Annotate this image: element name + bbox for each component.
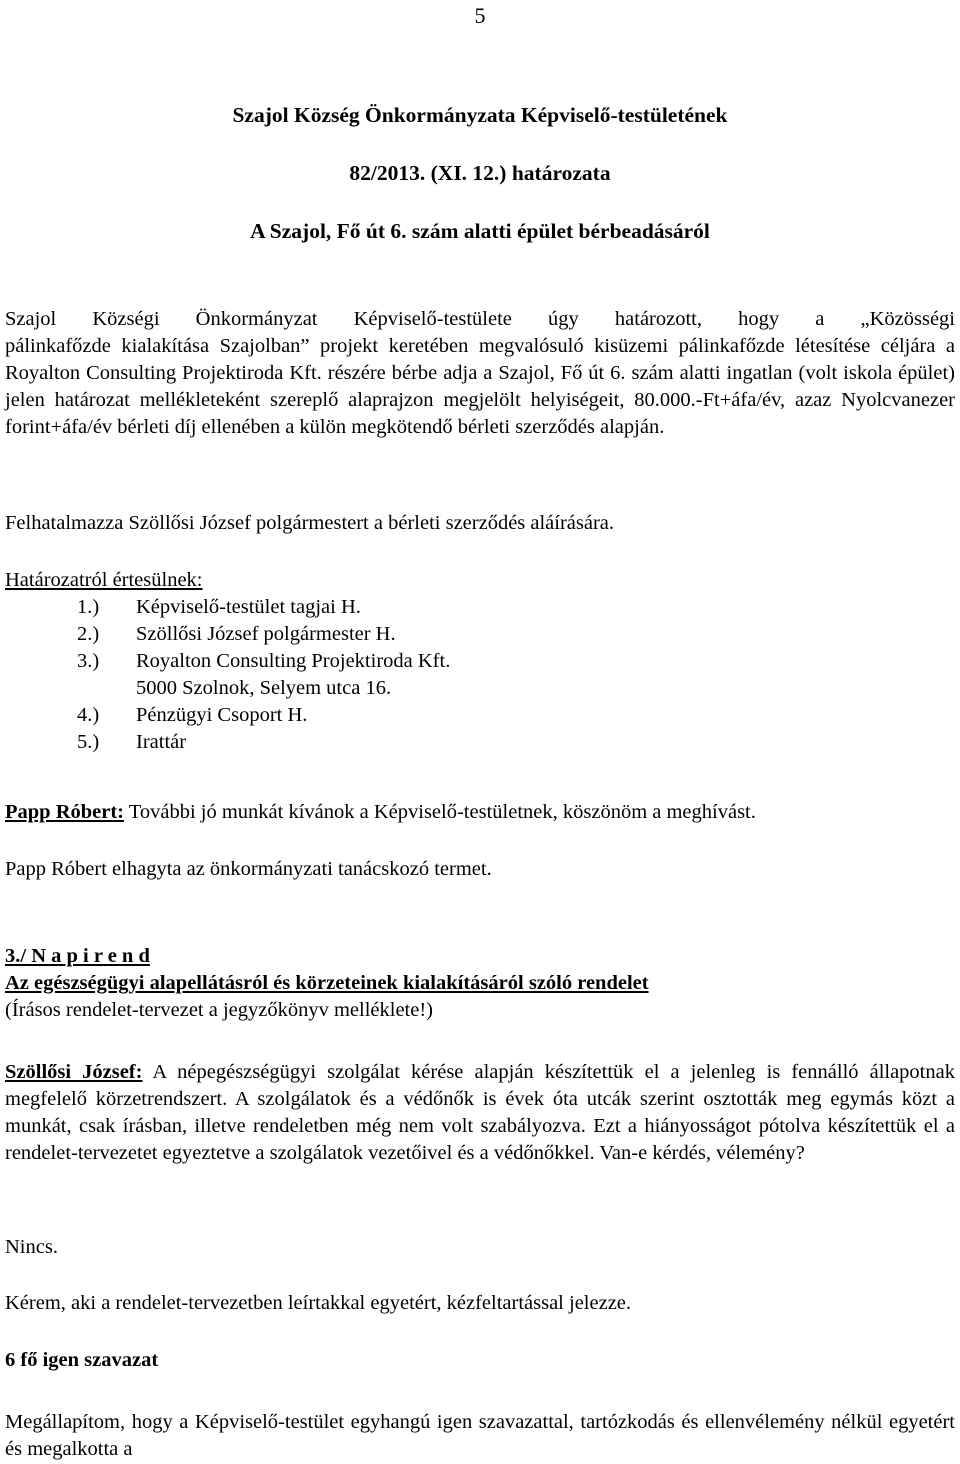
- nincs-text: Nincs.: [5, 1236, 58, 1258]
- speaker-name: Szöllősi József:: [5, 1061, 143, 1083]
- agenda-note: (Írásos rendelet-tervezet a jegyzőkönyv melléklete!): [5, 999, 434, 1021]
- vote-request-text: Kérem, aki a rendelet-tervezetben leírtakkal egyetért, kézfeltartással jelezze.: [5, 1292, 632, 1314]
- list-item: 4.) Pénzügyi Csoport H.: [77, 704, 308, 726]
- page-number: 5: [474, 3, 486, 28]
- agenda-label: 3./ N a p i r e n d: [5, 945, 150, 967]
- notified-list: [77, 594, 450, 756]
- heading-resolution-number: 82/2013. (XI. 12.) határozata: [349, 161, 611, 185]
- resolution-para-rest: pálinkafőzde kialakítása Szajolban” projekt keretében megvalósuló kisüzemi pálinkafőzde létesítése céljára a Royalton Consulting Projektiroda Kft. részére bérbe adja a Szajol, Fő út 6. szám alatti ingatlan (volt iskola épület) jelen határozat mellékleteként szereplő alaprajzon megjelölt helyiségeit, 80.000.-Ft+áfa/év, azaz Nyolcvanezer forint+áfa/év bérleti díj ellenében a külön megkötendő bérleti szerződés alapján.: [5, 335, 955, 438]
- list-item: 3.) Royalton Consulting Projektiroda Kft.: [77, 650, 451, 672]
- heading-subject: A Szajol, Fő út 6. szám alatti épület bérbeadásáról: [250, 219, 710, 243]
- list-item: 1.) Képviselő-testület tagjai H.: [77, 596, 361, 618]
- list-item: 5000 Szolnok, Selyem utca 16.: [136, 677, 392, 699]
- papp-left-note: Papp Róbert elhagyta az önkormányzati tanácskozó termet.: [5, 858, 492, 880]
- notified-label: Határozatról értesülnek:: [5, 569, 203, 591]
- list-item: 5.) Irattár: [77, 731, 187, 753]
- szollosi-speech: Szöllősi József: A népegészségügyi szolgálat kérése alapján készítettük el a jelenleg is fennálló állapotnak megfelelő körzetrendszert. A szolgálatok és a védőnők is évek óta utcák szerint osztották meg egymás közt a munkát, csak írásban, illetve rendeletben még nem volt szabályozva. Ezt a hiányosságot pótolva készítettük el a rendelet-tervezetet egyeztetve a szolgálatok vezetőivel és a védőnőkkel. Van-e kérdés, vélemény?: [5, 1061, 955, 1164]
- final-statement: Megállapítom, hogy a Képviselő-testület egyhangú igen szavazattal, tartózkodás és ellenvélemény nélkül egyetért és megalkotta a: [5, 1411, 955, 1460]
- resolution-para-line1: Szajol Községi Önkormányzat Képviselő-testülete úgy határozott, hogy a „Közösségi: [5, 308, 955, 330]
- authorization-text: Felhatalmazza Szöllősi József polgármestert a bérleti szerződés aláírására.: [5, 512, 615, 534]
- list-item: 2.) Szöllősi József polgármester H.: [77, 623, 396, 645]
- agenda-title: Az egészségügyi alapellátásról és körzeteinek kialakításáról szóló rendelet: [5, 972, 649, 994]
- speaker-name: Papp Róbert:: [5, 801, 125, 823]
- vote-result: 6 fő igen szavazat: [5, 1349, 159, 1371]
- heading-body: Szajol Község Önkormányzata Képviselő-testületének: [232, 103, 728, 127]
- papp-speech: Papp Róbert: További jó munkát kívánok a Képviselő-testületnek, köszönöm a meghívást.: [5, 801, 756, 823]
